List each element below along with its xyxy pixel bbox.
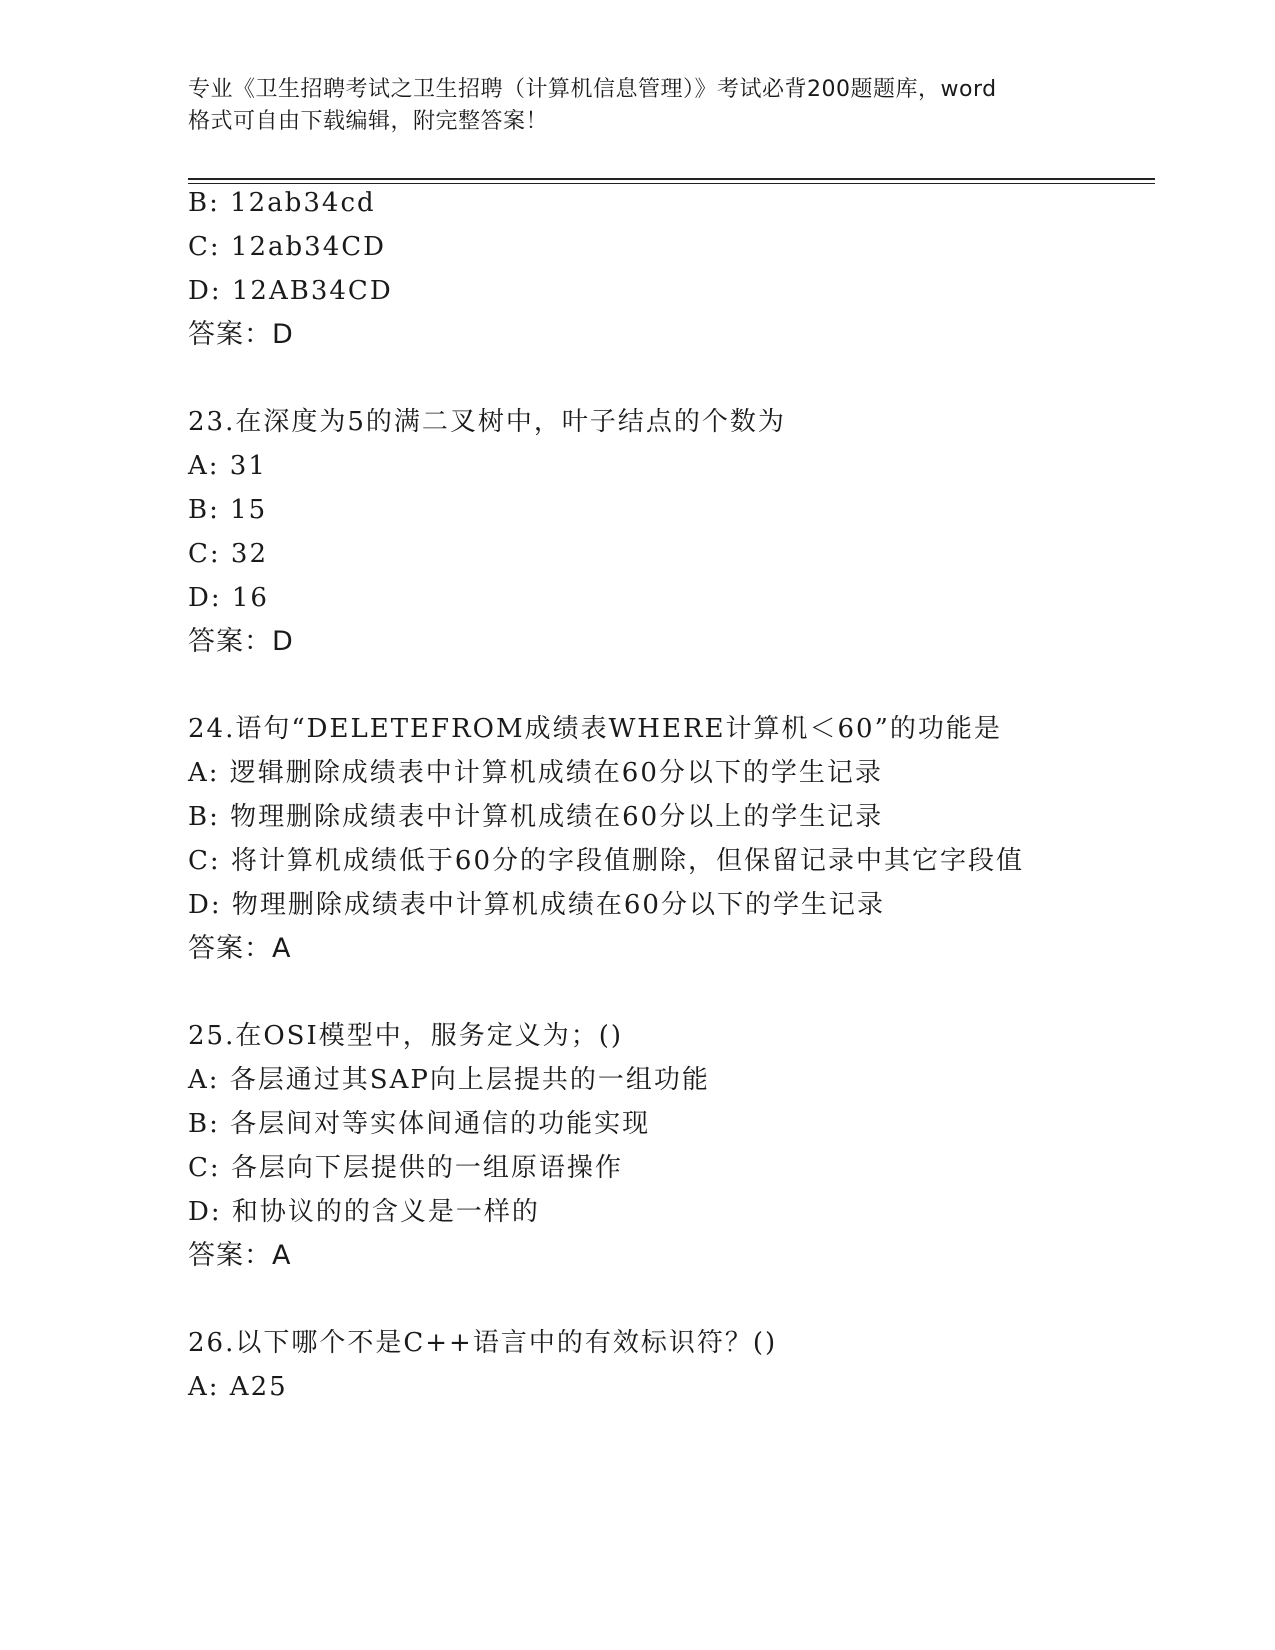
q22-option-d: D: 12AB34CD bbox=[188, 276, 393, 306]
q23-answer: 答案：D bbox=[188, 626, 294, 657]
q24-answer: 答案：A bbox=[188, 933, 292, 964]
q22-option-b: B: 12ab34cd bbox=[188, 188, 376, 218]
q24-option-d: D: 物理删除成绩表中计算机成绩在60分以下的学生记录 bbox=[188, 890, 885, 920]
q25-option-c: C: 各层向下层提供的一组原语操作 bbox=[188, 1153, 623, 1183]
q26-question: 26.以下哪个不是C++语言中的有效标识符？() bbox=[188, 1328, 778, 1358]
q25-option-b: B: 各层间对等实体间通信的功能实现 bbox=[188, 1109, 651, 1139]
header-divider bbox=[188, 178, 1155, 180]
q24-question: 24.语句“DELETEFROM成绩表WHERE计算机＜60”的功能是 bbox=[188, 714, 1002, 744]
q23-question: 23.在深度为5的满二叉树中，叶子结点的个数为 bbox=[188, 407, 786, 437]
q24-option-a: A: 逻辑删除成绩表中计算机成绩在60分以下的学生记录 bbox=[188, 758, 883, 788]
q25-question: 25.在OSI模型中，服务定义为；() bbox=[188, 1021, 624, 1051]
q22-option-c: C: 12ab34CD bbox=[188, 232, 386, 262]
q22-answer: 答案：D bbox=[188, 319, 294, 350]
q23-option-c: C: 32 bbox=[188, 539, 269, 569]
q25-option-d: D: 和协议的的含义是一样的 bbox=[188, 1197, 540, 1227]
q24-option-c: C: 将计算机成绩低于60分的字段值删除，但保留记录中其它字段值 bbox=[188, 846, 1025, 876]
q25-answer: 答案：A bbox=[188, 1240, 292, 1271]
header-line-2: 格式可自由下载编辑，附完整答案！ bbox=[188, 109, 549, 134]
header-divider-thin bbox=[188, 183, 1155, 184]
q23-option-b: B: 15 bbox=[188, 495, 268, 525]
header-line-1: 专业《卫生招聘考试之卫生招聘（计算机信息管理）》考试必背200题题库，word bbox=[188, 77, 997, 102]
document-header bbox=[188, 74, 1088, 138]
q23-option-d: D: 16 bbox=[188, 583, 269, 613]
q26-option-a: A: A25 bbox=[188, 1372, 288, 1402]
q24-option-b: B: 物理删除成绩表中计算机成绩在60分以上的学生记录 bbox=[188, 802, 884, 832]
q23-option-a: A: 31 bbox=[188, 451, 267, 481]
q25-option-a: A: 各层通过其SAP向上层提共的一组功能 bbox=[188, 1065, 710, 1095]
